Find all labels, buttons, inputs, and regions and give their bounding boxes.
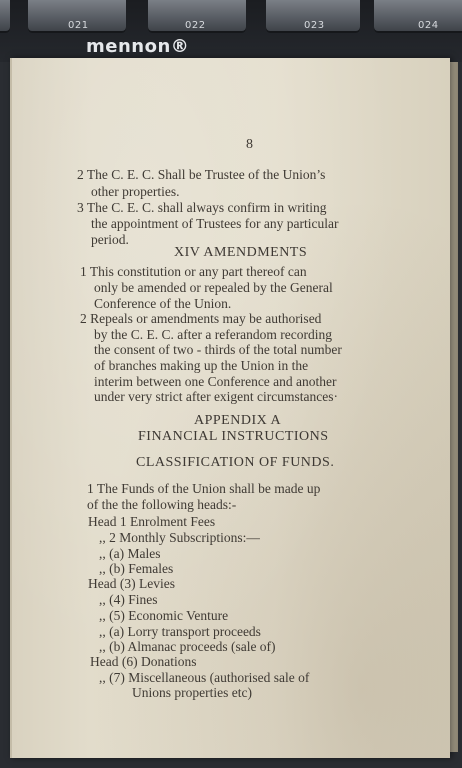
text-line: other properties. (91, 184, 180, 199)
fund-item: Head (3) Levies (88, 576, 175, 591)
fund-item: ,, (7) Miscellaneous (authorised sale of (99, 670, 310, 685)
scanner-brand-logo: mennon® (86, 36, 190, 57)
text-line: period. (91, 232, 129, 247)
frame-label: 021 (68, 20, 89, 31)
fund-item: Head 1 Enrolment Fees (88, 514, 216, 529)
appendix-subheading: FINANCIAL INSTRUCTIONS (138, 429, 329, 444)
text-line: the consent of two - thirds of the total number (94, 342, 342, 357)
section-heading: XIV AMENDMENTS (174, 245, 308, 260)
text-line: the appointment of Trustees for any particular (91, 216, 339, 231)
section-heading: CLASSIFICATION OF FUNDS. (136, 455, 335, 470)
text-line: 1 The Funds of the Union shall be made up (87, 481, 321, 496)
frame-label: 023 (304, 20, 325, 31)
text-line: 1 This constitution or any part thereof can (80, 264, 307, 279)
fund-item: ,, (5) Economic Venture (99, 608, 229, 623)
text-line: 3 The C. E. C. shall always confirm in writing (77, 200, 327, 215)
document-page (10, 58, 450, 758)
fund-item: ,, 2 Monthly Subscriptions:— (99, 530, 260, 545)
fund-item: ,, (4) Fines (99, 592, 158, 607)
text-line: of the the following heads:- (87, 497, 237, 512)
appendix-heading: APPENDIX A (194, 413, 282, 428)
fund-item: Head (6) Donations (90, 654, 197, 669)
fund-item: ,, (b) Almanac proceeds (sale of) (99, 639, 276, 654)
text-line: under very strict after exigent circumstances· (94, 389, 339, 404)
text-line: only be amended or repealed by the General (94, 280, 333, 295)
frame-label: 022 (185, 20, 206, 31)
text-line: of branches making up the Union in the (94, 358, 309, 373)
frame-label: 024 (418, 20, 439, 31)
fund-item: ,, (a) Males (99, 546, 161, 561)
fund-item: ,, (a) Lorry transport proceeds (99, 624, 261, 639)
text-line: by the C. E. C. after a referandom recording (94, 327, 333, 342)
text-line: 2 The C. E. C. Shall be Trustee of the Union’s (77, 167, 326, 182)
fund-item: ,, (b) Females (99, 561, 174, 576)
page-number: 8 (246, 137, 253, 152)
text-line: interim between one Conference and another (94, 374, 337, 389)
film-frame (0, 0, 10, 33)
paper-stack-edge (450, 62, 458, 752)
scanner-film-strip (0, 0, 462, 62)
text-line: 2 Repeals or amendments may be authorised (80, 311, 322, 326)
fund-item: Unions properties etc) (132, 685, 252, 700)
text-line: Conference of the Union. (94, 296, 232, 311)
